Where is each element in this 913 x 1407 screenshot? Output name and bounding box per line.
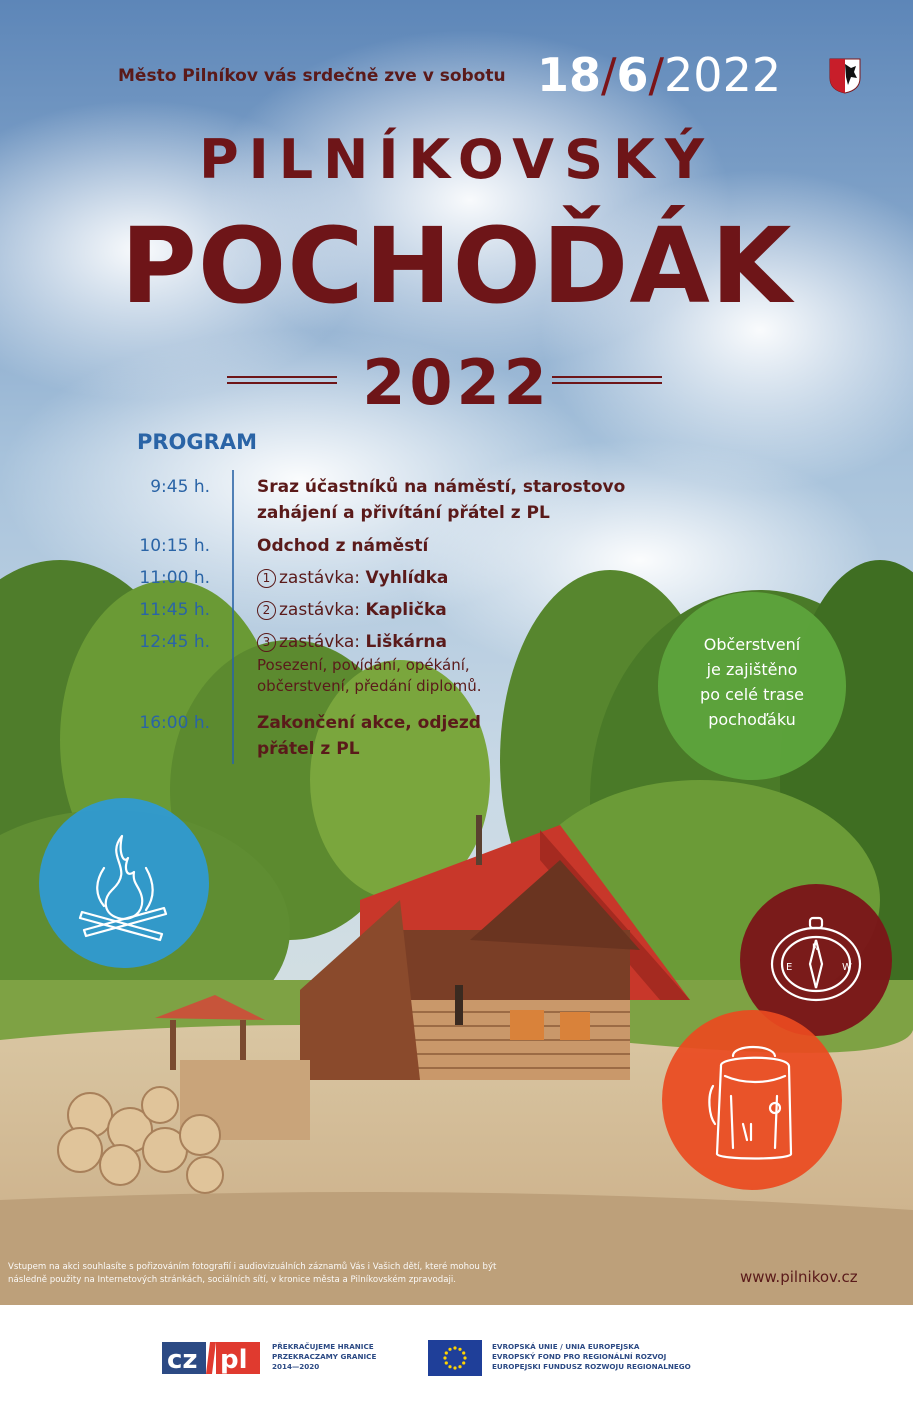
cz-pl-programme-text bbox=[272, 1342, 376, 1372]
svg-text:N: N bbox=[812, 943, 819, 953]
stop-number-2: 2 bbox=[257, 601, 276, 620]
cz-logo-pl: pl bbox=[220, 1345, 248, 1375]
stop-2-place: Kaplička bbox=[365, 600, 447, 620]
refreshment-line-1: Občerstvení bbox=[703, 635, 801, 654]
eu-line-2: EVROPSKÝ FOND PRO REGIONÁLNÍ ROZVOJ bbox=[492, 1352, 667, 1361]
program-time-6: 16:00 h. bbox=[139, 713, 210, 733]
date-day: 18 bbox=[537, 48, 602, 102]
svg-text:E: E bbox=[786, 962, 793, 973]
date-month: 6 bbox=[616, 48, 649, 102]
eu-fund-text bbox=[492, 1342, 691, 1372]
stop-3-detail-1: Posezení, povídání, opékání, bbox=[257, 656, 470, 674]
stop-3-detail-2: občerstvení, předání diplomů. bbox=[257, 677, 482, 695]
cz-pl-line-3: 2014—2020 bbox=[272, 1362, 320, 1371]
program-event-4 bbox=[257, 597, 447, 623]
program-time-5: 12:45 h. bbox=[139, 632, 210, 652]
refreshment-line-4: pochoďáku bbox=[708, 710, 796, 729]
backpack-icon bbox=[703, 1036, 803, 1166]
stop-1-prefix: zastávka: bbox=[279, 568, 361, 588]
program-time-4: 11:45 h. bbox=[139, 600, 210, 620]
consent-note bbox=[8, 1261, 568, 1287]
program-divider bbox=[232, 470, 234, 764]
event-2-line-1: Odchod z náměstí bbox=[257, 536, 429, 556]
website-link[interactable]: www.pilnikov.cz bbox=[740, 1268, 858, 1286]
event-6-line-1: Zakončení akce, odjezd bbox=[257, 713, 481, 733]
stop-number-1: 1 bbox=[257, 569, 276, 588]
title-line-1: PILNÍKOVSKÝ bbox=[199, 128, 714, 191]
campfire-icon bbox=[74, 828, 174, 948]
compass-icon bbox=[766, 910, 866, 1010]
refreshment-line-3: po celé trase bbox=[700, 685, 804, 704]
cz-pl-line-1: PŘEKRAČUJEME HRANICE bbox=[272, 1342, 374, 1351]
stop-3-place: Liškárna bbox=[365, 632, 447, 652]
title-rule-right bbox=[552, 376, 662, 386]
program-event-2 bbox=[257, 533, 428, 559]
event-1-line-1: Sraz účastníků na náměstí, starostovo bbox=[257, 477, 626, 497]
consent-note-line-2: následně použity na Internetových stránkách, sociálních sítí, v kronice města a Pilníkovském zpravodaji. bbox=[8, 1275, 457, 1285]
program-event-1 bbox=[257, 474, 625, 526]
cz-logo-cz: cz bbox=[167, 1345, 198, 1375]
program-time-3: 11:00 h. bbox=[139, 568, 210, 588]
event-1-line-2: zahájení a přivítání přátel z PL bbox=[257, 503, 550, 523]
event-6-line-2: přátel z PL bbox=[257, 739, 360, 759]
program-event-5 bbox=[257, 629, 482, 697]
date-separator-2: / bbox=[648, 48, 665, 102]
date-separator-1: / bbox=[601, 48, 617, 102]
program-event-6 bbox=[257, 710, 481, 762]
event-date bbox=[537, 48, 781, 102]
refreshment-text bbox=[660, 632, 844, 732]
invitation-text: Město Pilníkov vás srdečně zve v sobotu bbox=[118, 66, 506, 86]
cz-pl-line-2: PRZEKRACZAMY GRANICE bbox=[272, 1352, 377, 1361]
eu-flag-icon bbox=[428, 1340, 482, 1376]
program-time-2: 10:15 h. bbox=[139, 536, 210, 556]
consent-note-line-1: Vstupem na akci souhlasíte s pořizováním fotografií i audiovizuálních záznamů Vás i Vašich dětí, které mohou být bbox=[8, 1262, 497, 1272]
stop-number-3: 3 bbox=[257, 633, 276, 652]
title-year: 2022 bbox=[362, 346, 551, 419]
refreshment-line-2: je zajištěno bbox=[706, 660, 798, 679]
title-line-2: POCHOĎÁK bbox=[120, 205, 793, 327]
program-event-3 bbox=[257, 565, 448, 591]
stop-2-prefix: zastávka: bbox=[279, 600, 361, 620]
date-year: 2022 bbox=[664, 48, 782, 102]
program-heading: PROGRAM bbox=[137, 430, 257, 454]
coat-of-arms-icon bbox=[829, 58, 861, 94]
program-time-1: 9:45 h. bbox=[150, 477, 210, 497]
stop-3-prefix: zastávka: bbox=[279, 632, 361, 652]
eu-line-1: EVROPSKÁ UNIE / UNIA EUROPEJSKA bbox=[492, 1342, 640, 1351]
svg-text:W: W bbox=[842, 962, 852, 973]
eu-line-3: EUROPEJSKI FUNDUSZ ROZWOJU REGIONALNEGO bbox=[492, 1362, 691, 1371]
stop-1-place: Vyhlídka bbox=[365, 568, 449, 588]
cz-pl-logo bbox=[162, 1340, 262, 1376]
